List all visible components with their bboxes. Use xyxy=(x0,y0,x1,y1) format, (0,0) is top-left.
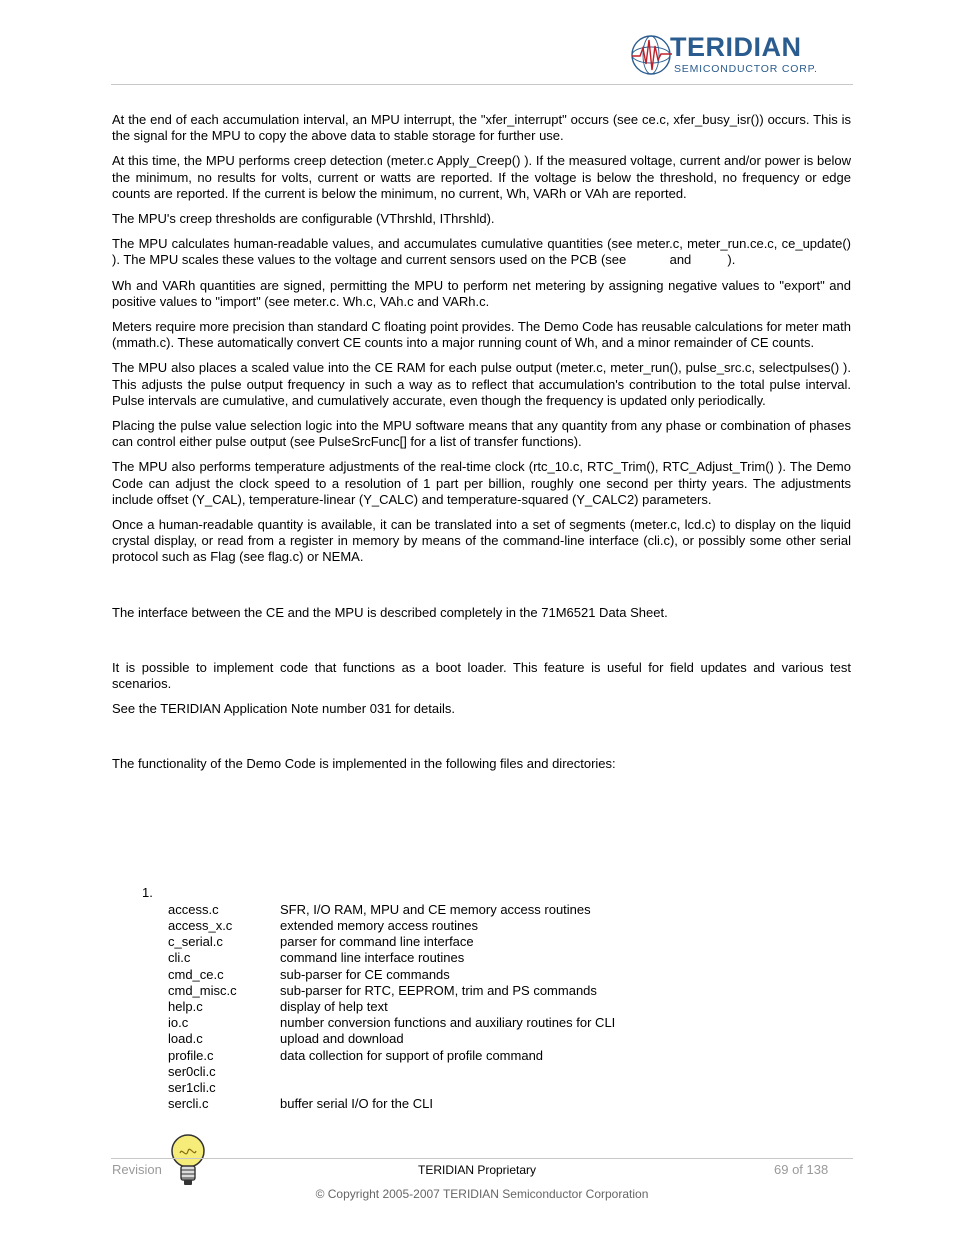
file-name: cmd_ce.c xyxy=(168,967,224,982)
paragraph: Placing the pulse value selection logic into the MPU software means that any quantity from any phase or combination of phases can control either pulse output (see PulseSrcFunc[] for a list of transfer functions). xyxy=(112,418,851,450)
list-number: 1. xyxy=(142,885,153,900)
file-description: number conversion functions and auxiliary routines for CLI xyxy=(280,1015,616,1030)
paragraph: The MPU also places a scaled value into the CE RAM for each pulse output (meter.c, meter_run(), pulse_src.c, selectpulses() ). This adjusts the pulse output frequency in such a way as to reflect that accumulation's contribution to the total pulse interval. Pulse intervals are cumulative, and cumulatively accurate, even though the frequency is updated only periodically. xyxy=(112,360,851,408)
header-divider xyxy=(111,84,853,85)
footer-copyright: © Copyright 2005-2007 TERIDIAN Semiconductor Corporation xyxy=(315,1187,649,1201)
file-description: buffer serial I/O for the CLI xyxy=(280,1096,433,1111)
interface-paragraph: The interface between the CE and the MPU is described completely in the 71M6521 Data Sheet. xyxy=(112,604,668,620)
file-name: cmd_misc.c xyxy=(168,983,237,998)
document-body xyxy=(112,112,855,782)
boot-paragraph: See the TERIDIAN Application Note number 031 for details. xyxy=(112,701,456,717)
paragraph: At this time, the MPU performs creep detection (meter.c Apply_Creep() ). If the measured voltage, current and/or power is below the minimum, no results for volts, current or watts are reported. If the voltage is below the threshold, no frequency or edge counts are reported. If the current is below the minimum, no current, Wh, VARh or VAh are reported. xyxy=(112,153,851,201)
teridian-logo xyxy=(630,32,830,80)
paragraph: Once a human-readable quantity is available, it can be translated into a set of segments (meter.c, lcd.c) to display on the liquid crystal display, or read from a register in memory by means of the command-line interface (cli.c), or possibly some other serial protocol such as Flag (see flag.c) or NEMA. xyxy=(112,517,851,565)
file-name: access_x.c xyxy=(168,918,233,933)
section-heading-space xyxy=(112,630,851,660)
footer-divider xyxy=(111,1158,853,1159)
file-name: load.c xyxy=(168,1031,203,1046)
paragraph: Wh and VARh quantities are signed, permitting the MPU to perform net metering by assigning negative values to "export" and positive values to "import" (see meter.c. Wh.c, VAh.c and VARh.c. xyxy=(112,277,851,309)
file-description: command line interface routines xyxy=(280,950,465,965)
logo-wordmark: TERIDIAN xyxy=(670,32,802,62)
file-name: ser0cli.c xyxy=(168,1064,216,1079)
paragraph: Meters require more precision than standard C floating point provides. The Demo Code has reusable calculations for meter math (mmath.c). These automatically convert CE counts into a major running count of Wh, and a minor remainder of CE counts. xyxy=(112,319,851,351)
logo-subtitle: SEMICONDUCTOR CORP. xyxy=(674,63,818,75)
paragraph: At the end of each accumulation interval, an MPU interrupt, the "xfer_interrupt" occurs (see ce.c, xfer_busy_isr()) occurs. This is the signal for the MPU to copy the above data to stable storage for further use. xyxy=(112,112,851,144)
file-description: display of help text xyxy=(280,999,388,1014)
file-name: cli.c xyxy=(168,950,191,965)
globe-waveform-icon xyxy=(630,34,674,78)
file-description: parser for command line interface xyxy=(280,934,474,949)
page-number: 69 of 138 xyxy=(774,1162,829,1177)
file-name: ser1cli.c xyxy=(168,1080,216,1095)
file-name: c_serial.c xyxy=(168,934,223,949)
file-name: profile.c xyxy=(168,1048,214,1063)
paragraph: The MPU also performs temperature adjustments of the real-time clock (rtc_10.c, RTC_Trim(), RTC_Adjust_Trim() ). The Demo Code can adjust the clock speed to a resolution of 1 part per billion, roughly one second per thirty years. The adjustments include offset (Y_CAL), temperature-linear (Y_CALC) and temperature-squared (Y_CALC2) parameters. xyxy=(112,459,851,507)
paragraph: The MPU's creep thresholds are configurable (VThrshld, IThrshld). xyxy=(112,211,495,227)
file-description: sub-parser for CE commands xyxy=(280,967,450,982)
files-intro-paragraph: The functionality of the Demo Code is implemented in the following files and directories: xyxy=(112,756,616,772)
file-description: extended memory access routines xyxy=(280,918,478,933)
section-heading-space xyxy=(112,726,851,756)
footer-proprietary: TERIDIAN Proprietary xyxy=(417,1163,537,1177)
file-name: access.c xyxy=(168,902,219,917)
boot-paragraph: It is possible to implement code that functions as a boot loader. This feature is useful for field updates and various test scenarios. xyxy=(112,659,851,692)
section-heading-space xyxy=(112,575,851,605)
file-description: data collection for support of profile command xyxy=(280,1048,544,1063)
file-description: upload and download xyxy=(280,1031,404,1046)
footer-revision: Revision xyxy=(112,1162,162,1177)
file-description: SFR, I/O RAM, MPU and CE memory access routines xyxy=(280,902,591,917)
paragraph: The MPU calculates human-readable values, and accumulates cumulative quantities (see meter.c, meter_run.ce.c, ce_update() ). The MPU scales these values to the voltage and current sensors used on the PCB (see and ). xyxy=(112,236,855,268)
file-description: sub-parser for RTC, EEPROM, trim and PS commands xyxy=(280,983,597,998)
file-name: io.c xyxy=(168,1015,189,1030)
file-name: sercli.c xyxy=(168,1096,209,1111)
file-name: help.c xyxy=(168,999,203,1014)
lightbulb-icon xyxy=(168,1133,208,1187)
